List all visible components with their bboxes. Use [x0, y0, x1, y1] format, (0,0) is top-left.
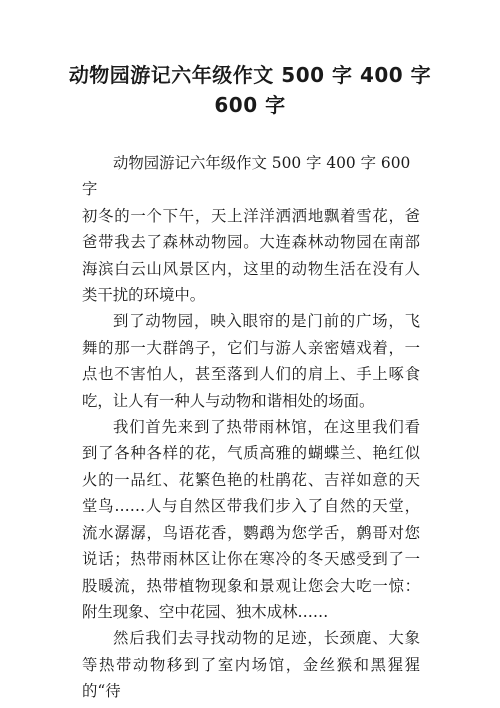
paragraph: 动物园游记六年级作文 500 字 400 字 600 字: [82, 154, 411, 199]
paragraph: 初冬的一个下午，天上洋洋洒洒地飘着雪花，爸爸带我去了森林动物园。大连森林动物园在南部海滨白云山风景区内，这里的动物生活在没有人类干扰的环境中。: [82, 206, 420, 305]
document-title: 动物园游记六年级作文 500 字 400 字 600 字: [68, 63, 432, 117]
paragraph: 到了动物园，映入眼帘的是门前的广场，飞舞的那一大群鸽子，它们与游人亲密嬉戏着，一点也不害怕人，甚至落到人们的肩上、手上啄食吃，让人有一种人与动物和谐相处的场面。: [82, 312, 420, 410]
paragraph: 我们首先来到了热带雨林馆，在这里我们看到了各种各样的花，气质高雅的蝴蝶兰、艳红似火的一品红、花繁色艳的杜鹃花、吉祥如意的天堂鸟……人与自然区带我们步入了自然的天堂，流水潺潺，鸟语花香，鹦鹉为您学舌，鹩哥对您说话；热带雨林区让你在寒冷的冬天感受到了一股暖流，热带植物现象和景观让您会大吃一惊：附生现象、空中花园、独木成林……: [82, 418, 420, 621]
paragraph: 然后我们去寻找动物的足迹，长颈鹿、大象等热带动物移到了室内场馆，金丝猴和黑猩猩的“待: [82, 629, 420, 701]
document-body: [82, 150, 420, 705]
